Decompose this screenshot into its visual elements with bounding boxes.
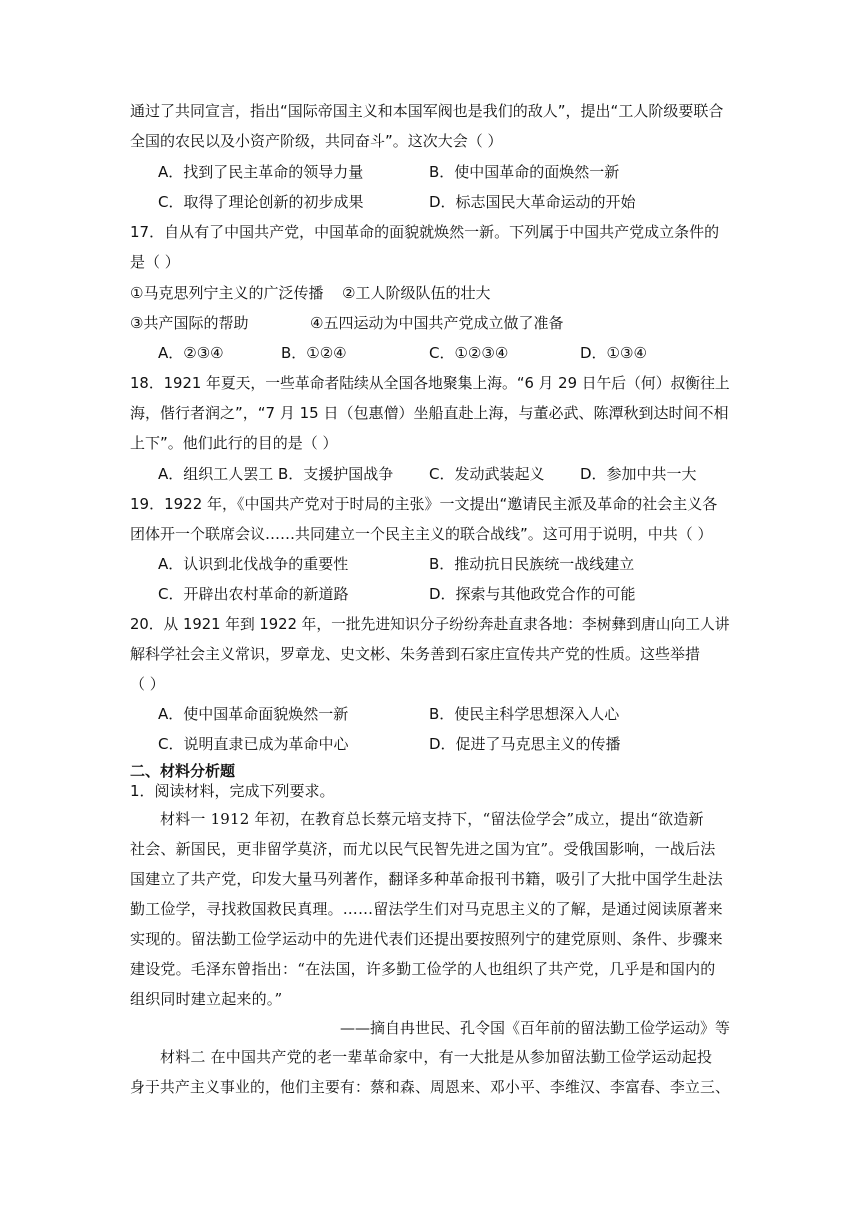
- material-1-line-6: 建设党。毛泽东曾指出：“在法国，许多勤工俭学的人也组织了共产党，几乎是和国内的: [130, 960, 716, 978]
- q17-item-4: ④五四运动为中国共产党成立做了准备: [310, 314, 564, 332]
- q18-option-b: B．支援护国战争: [278, 465, 394, 483]
- section-heading: 二、材料分析题: [130, 762, 236, 780]
- q19-stem-line-1: 19．1922 年，《中国共产党对于时局的主张》一文提出“邀请民主派及革命的社会主义各: [130, 495, 718, 513]
- q20-option-c: C．说明直隶已成为革命中心: [158, 735, 349, 753]
- q19-option-d: D．探索与其他政党合作的可能: [429, 585, 636, 603]
- q17-item-1: ①马克思列宁主义的广泛传播: [130, 284, 324, 302]
- q16-option-b: B．使中国革命的面焕然一新: [429, 163, 620, 181]
- material-1-source: ——摘自冉世民、孔令国《百年前的留法勤工俭学运动》等: [339, 1019, 730, 1037]
- q19-option-a: A．认识到北伐战争的重要性: [158, 555, 349, 573]
- q17-option-a: A．②③④: [158, 344, 224, 362]
- q19-option-c: C．开辟出农村革命的新道路: [158, 585, 349, 603]
- q16-option-a: A．找到了民主革命的领导力量: [158, 163, 364, 181]
- material-1-line-1: 材料一 1912 年初，在教育总长蔡元培支持下，“留法俭学会”成立，提出“欲造新: [160, 810, 704, 828]
- material-1-line-3: 国建立了共产党，印发大量马列著作，翻译多种革命报刊书籍，吸引了大批中国学生赴法: [130, 870, 723, 888]
- q19-stem-line-2: 团体开一个联席会议……共同建立一个民主主义的联合战线”。这可用于说明，中共（ ）: [130, 525, 713, 543]
- q18-stem-line-1: 18．1921 年夏天，一些革命者陆续从全国各地聚集上海。“6 月 29 日午后（何）叔衡往上: [130, 374, 730, 392]
- q20-stem-line-3: （ ）: [130, 675, 165, 693]
- material-2-line-2: 身于共产主义事业的，他们主要有：蔡和森、周恩来、邓小平、李维汉、李富春、李立三、: [130, 1078, 730, 1096]
- material-2-line-1: 材料二 在中国共产党的老一辈革命家中，有一大批是从参加留法勤工俭学运动起投: [160, 1048, 713, 1066]
- q17-option-b: B．①②④: [281, 344, 347, 362]
- q17-stem-line-1: 17．自从有了中国共产党，中国革命的面貌就焕然一新。下列属于中国共产党成立条件的: [130, 223, 720, 241]
- q18-option-d: D．参加中共一大: [580, 465, 697, 483]
- q20-option-b: B．使民主科学思想深入人心: [429, 705, 620, 723]
- section2-q1-stem: 1．阅读材料，完成下列要求。: [130, 782, 335, 800]
- material-1-line-7: 组织同时建立起来的。”: [130, 990, 283, 1008]
- q20-option-a: A．使中国革命面貌焕然一新: [158, 705, 349, 723]
- q17-option-c: C．①②③④: [429, 344, 509, 362]
- material-1-line-2: 社会、新国民，更非留学莫济，而尤以民气民智先进之国为宜”。受俄国影响，一战后法: [130, 840, 716, 858]
- q19-option-b: B．推动抗日民族统一战线建立: [429, 555, 635, 573]
- q20-stem-line-1: 20．从 1921 年到 1922 年，一批先进知识分子纷纷奔赴直隶各地：李树彝到唐山向工人讲: [130, 615, 730, 633]
- q16-stem-line-1: 通过了共同宣言，指出“国际帝国主义和本国军阀也是我们的敌人”，提出“工人阶级要联合: [130, 102, 724, 120]
- q16-stem-line-2: 全国的农民以及小资产阶级，共同奋斗”。这次大会（ ）: [130, 132, 503, 150]
- q18-stem-line-3: 上下”。他们此行的目的是（ ）: [130, 434, 338, 452]
- q20-stem-line-2: 解科学社会主义常识，罗章龙、史文彬、朱务善到石家庄宣传共产党的性质。这些举措: [130, 645, 701, 663]
- q18-option-a: A．组织工人罢工: [158, 465, 274, 483]
- q16-option-d: D．标志国民大革命运动的开始: [429, 193, 636, 211]
- q17-item-2: ②工人阶级队伍的壮大: [342, 284, 491, 302]
- q20-option-d: D．促进了马克思主义的传播: [429, 735, 621, 753]
- q17-option-d: D．①③④: [580, 344, 647, 362]
- q17-item-3: ③共产国际的帮助: [130, 314, 249, 332]
- q16-option-c: C．取得了理论创新的初步成果: [158, 193, 364, 211]
- q18-stem-line-2: 海，偕行者润之”，“7 月 15 日（包惠僧）坐船直赴上海，与董必武、陈潭秋到达时间不相: [130, 404, 729, 422]
- material-1-line-4: 勤工俭学，寻找救国救民真理。……留法学生们对马克思主义的了解，是通过阅读原著来: [130, 900, 723, 918]
- material-1-line-5: 实现的。留法勤工俭学运动中的先进代表们还提出要按照列宁的建党原则、条件、步骤来: [130, 930, 723, 948]
- q17-stem-line-2: 是（ ）: [130, 253, 180, 271]
- q18-option-c: C．发动武装起义: [429, 465, 545, 483]
